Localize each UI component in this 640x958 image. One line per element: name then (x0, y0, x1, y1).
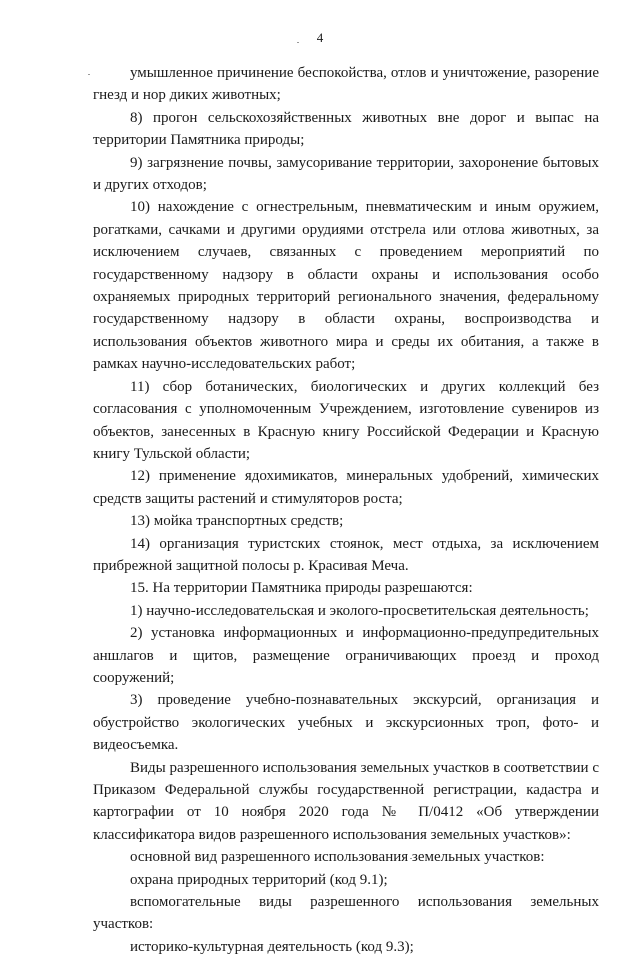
paragraph-item-9: 9) загрязнение почвы, замусоривание территории, захоронение бытовых и других отходов; (93, 154, 599, 194)
paragraph-item-11: 11) сбор ботанических, биологических и других коллекций без согласования с уполномоченным Учреждением, изготовление сувениров из объектов, занесенных в Красную книгу Российской Федерации и Красную книгу Тульской области; (93, 378, 599, 462)
paragraph-section-15: 15. На территории Памятника природы разрешаются: (130, 580, 473, 597)
scan-speck (88, 74, 90, 75)
paragraph-auxiliary-use-code: историко-культурная деятельность (код 9.3); (130, 938, 414, 955)
paragraph-main-use-code: охрана природных территорий (код 9.1); (130, 871, 388, 888)
paragraph-auxiliary-use-heading: вспомогательные виды разрешенного использования земельных участков: (93, 894, 599, 933)
paragraph-item-10: 10) нахождение с огнестрельным, пневматическим и иным оружием, рогатками, сачками и другими орудиями отстрела или отлова животных, за исключением случаев, связанных с проведением мероприятий по государственному надзору в области охраны и использования особо охраняемых природных территорий регионального значения, федеральному государственному надзору в области охраны, воспроизводства и использования объектов животного мира и среды их обитания, а также в рамках научно-исследовательских работ; (93, 199, 599, 373)
paragraph-item-13: 13) мойка транспортных средств; (130, 513, 344, 530)
paragraph-item-12: 12) применение ядохимикатов, минеральных удобрений, химических средств защиты растений и стимуляторов роста; (93, 468, 599, 507)
paragraph-main-use-heading: основной вид разрешенного использования земельных участков: (130, 849, 545, 866)
paragraph-allowed-3: 3) проведение учебно-познавательных экскурсий, организация и обустройство экологических учебных и экскурсионных троп, фото- и видеосъемка. (93, 692, 599, 754)
paragraph-allowed-1: 1) научно-исследовательская и эколого-просветительская деятельность; (130, 602, 589, 619)
paragraph-item-8: 8) прогон сельскохозяйственных животных вне дорог и выпас на территории Памятника природы; (93, 109, 599, 149)
paragraph-allowed-2: 2) установка информационных и информационно-предупредительных аншлагов и щитов, размещение ограничивающих проезд и проход сооружений; (93, 625, 599, 686)
paragraph-land-use-types: Виды разрешенного использования земельных участков в соответствии с Приказом Федеральной службы государственной регистрации, кадастра и картографии от 10 ноября 2020 года № П/0412 «Об утверждении классификатора видов разрешенного использования земельных участков»: (93, 759, 599, 843)
page-number: 4 (316, 30, 324, 45)
paragraph-harassment-of-wildlife: умышленное причинение беспокойства, отлов и уничтожение, разорение гнезд и нор диких животных; (93, 65, 599, 104)
document-body (93, 62, 599, 958)
paragraph-item-14: 14) организация туристских стоянок, мест отдыха, за исключением прибрежной защитной полосы р. Красивая Меча. (93, 535, 599, 574)
